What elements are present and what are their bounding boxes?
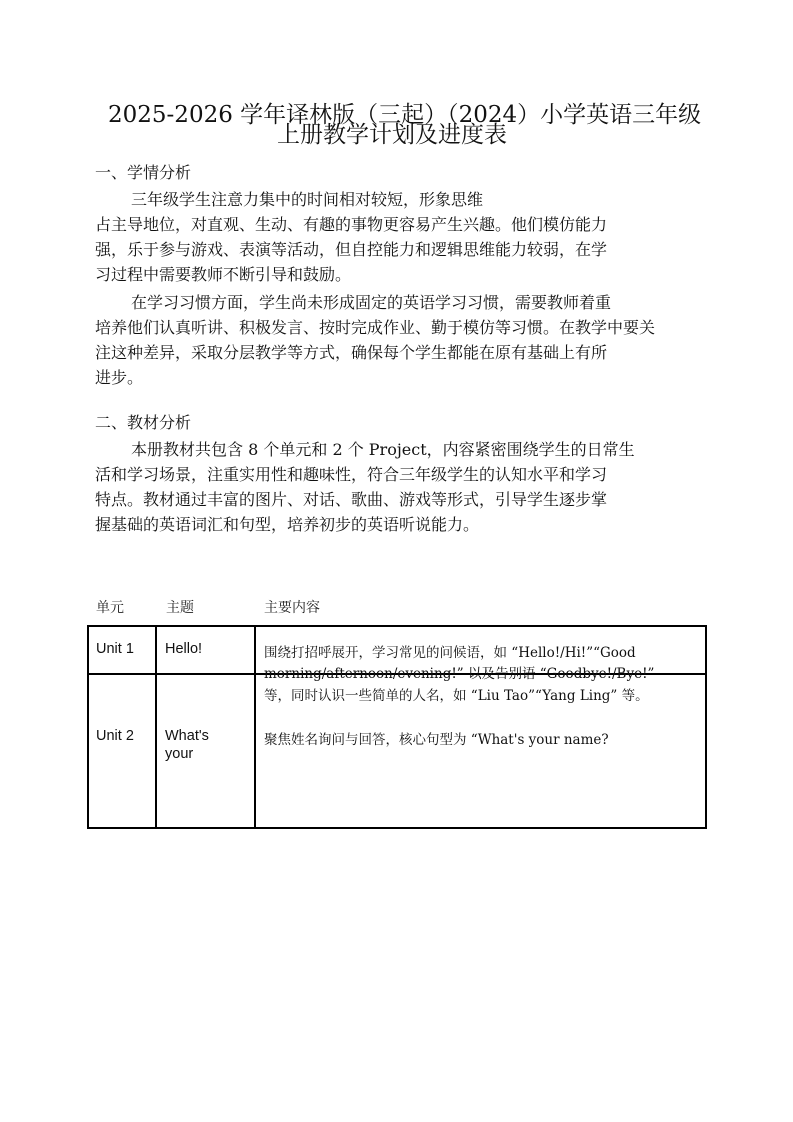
- table-header-unit: 单元: [96, 600, 124, 616]
- table-cell-content: morning/afternoon/evening!” 以及告别语 “Goodbye!/Bye!”: [264, 666, 655, 682]
- table-cell-theme: Hello!: [165, 641, 203, 657]
- table-cell-theme: your: [165, 746, 194, 762]
- table-border-right: [705, 625, 707, 829]
- table-column-divider: [254, 625, 256, 829]
- page-title: 2025-2026 学年译林版（三起）（2024）小学英语三年级: [108, 102, 702, 128]
- table-cell-content: 聚焦姓名询问与回答，核心句型为 “What's your name?: [264, 732, 609, 748]
- table-column-divider: [155, 625, 157, 829]
- paragraph-line: 强，乐于参与游戏、表演等活动，但自控能力和逻辑思维能力较弱，在学: [95, 240, 608, 259]
- table-cell-theme: What's: [165, 728, 209, 744]
- paragraph-line: 本册教材共包含 8 个单元和 2 个 Project，内容紧密围绕学生的日常生: [131, 440, 635, 459]
- section-heading-student-analysis: 一、学情分析: [95, 163, 192, 182]
- table-border-bottom: [87, 827, 707, 829]
- paragraph-line: 培养他们认真听讲、积极发言、按时完成作业、勤于模仿等习惯。在教学中要关: [95, 318, 656, 337]
- table-header-theme: 主题: [166, 600, 194, 616]
- page-subtitle: 上册教学计划及进度表: [277, 122, 507, 148]
- table-cell-content: 围绕打招呼展开，学习常见的问候语，如 “Hello!/Hi!”“Good: [264, 645, 636, 661]
- table-cell-unit: Unit 2: [96, 728, 134, 744]
- paragraph-line: 注这种差异，采取分层教学等方式，确保每个学生都能在原有基础上有所: [95, 343, 608, 362]
- table-border-top: [87, 625, 707, 627]
- paragraph-line: 进步。: [95, 368, 144, 387]
- paragraph-line: 三年级学生注意力集中的时间相对较短，形象思维: [131, 190, 484, 209]
- paragraph-line: 握基础的英语词汇和句型，培养初步的英语听说能力。: [95, 515, 480, 534]
- section-heading-textbook-analysis: 二、教材分析: [95, 413, 192, 432]
- table-header-content: 主要内容: [264, 600, 320, 616]
- table-border-left: [87, 625, 89, 829]
- paragraph-line: 习过程中需要教师不断引导和鼓励。: [95, 265, 352, 284]
- table-cell-content: 等，同时认识一些简单的人名，如 “Liu Tao”“Yang Ling” 等。: [264, 688, 649, 704]
- paragraph-line: 在学习习惯方面，学生尚未形成固定的英语学习习惯，需要教师着重: [131, 293, 612, 312]
- paragraph-line: 特点。教材通过丰富的图片、对话、歌曲、游戏等形式，引导学生逐步掌: [95, 490, 608, 509]
- table-cell-unit: Unit 1: [96, 641, 134, 657]
- paragraph-line: 占主导地位，对直观、生动、有趣的事物更容易产生兴趣。他们模仿能力: [95, 215, 608, 234]
- paragraph-line: 活和学习场景，注重实用性和趣味性，符合三年级学生的认知水平和学习: [95, 465, 608, 484]
